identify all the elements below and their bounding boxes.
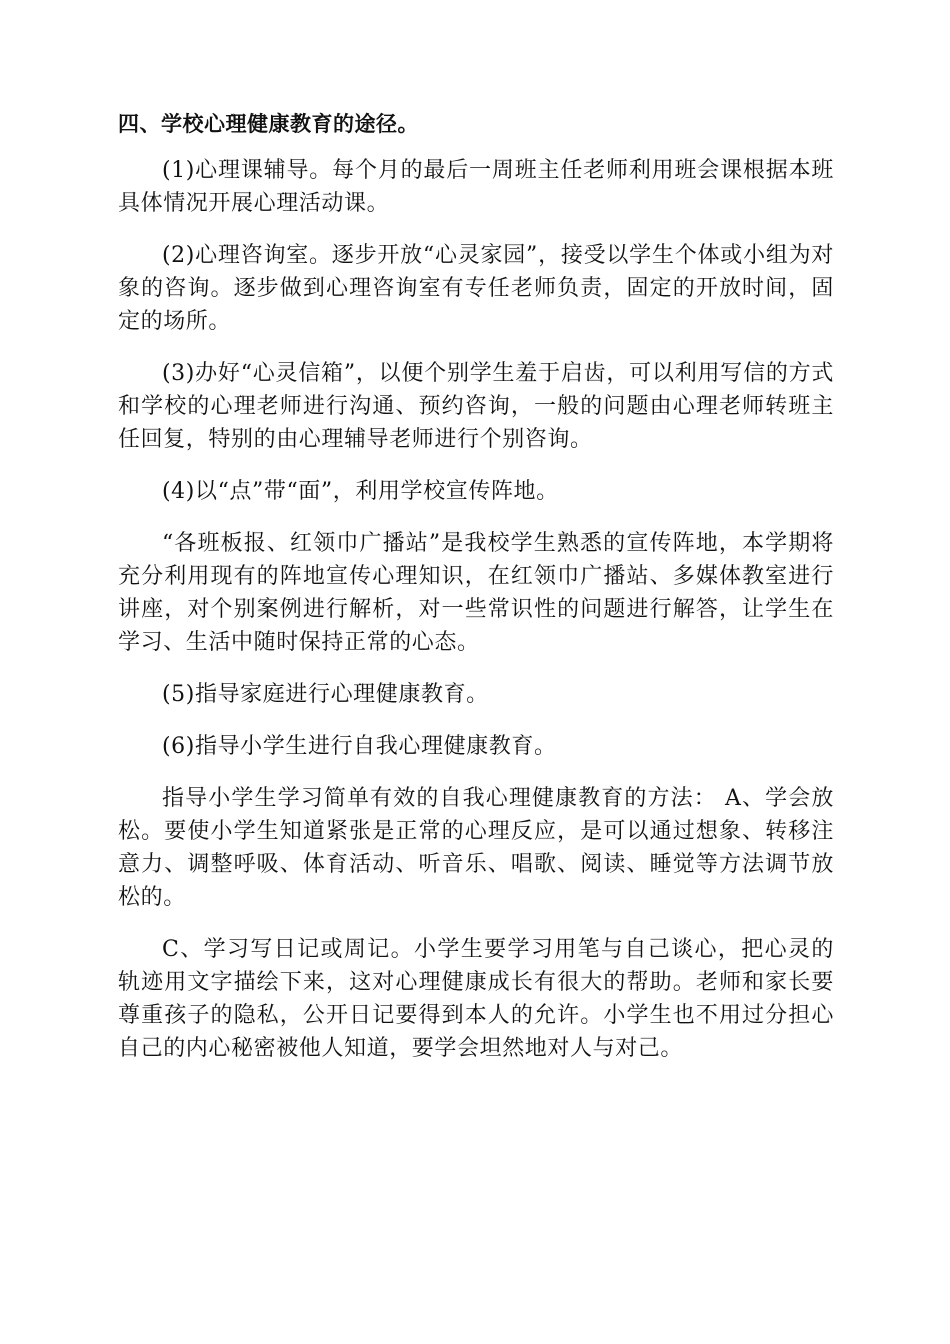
- paragraph-family-guidance: (5)指导家庭进行心理健康教育。: [162, 682, 489, 707]
- paragraph-publicity: (4)以“点”带“面”，利用学校宣传阵地。: [162, 479, 559, 504]
- section-heading: 四、学校心理健康教育的途径。: [118, 112, 419, 136]
- paragraph-relaxation: 指导小学生学习简单有效的自我心理健康教育的方法： A、学会放松。要使小学生知道紧张是正常的心理反应，是可以通过想象、转移注意力、调整呼吸、体育活动、听音乐、唱歌、阅读、睡觉等方法调节放松的。: [118, 786, 834, 910]
- document-page: [118, 108, 834, 1084]
- paragraph-psych-class: (1)心理课辅导。每个月的最后一周班主任老师利用班会课根据本班具体情况开展心理活动课。: [118, 158, 834, 216]
- paragraph-mailbox: (3)办好“心灵信箱”，以便个别学生羞于启齿，可以利用写信的方式和学校的心理老师进行沟通、预约咨询，一般的问题由心理老师转班主任回复，特别的由心理辅导老师进行个别咨询。: [118, 361, 834, 452]
- paragraph-self-education: (6)指导小学生进行自我心理健康教育。: [162, 734, 557, 759]
- paragraph-diary: C、学习写日记或周记。小学生要学习用笔与自己谈心，把心灵的轨迹用文字描绘下来，这对心理健康成长有很大的帮助。老师和家长要尊重孩子的隐私，公开日记要得到本人的允许。小学生也不用过分担心自己的内心秘密被他人知道，要学会坦然地对人与对己。: [118, 937, 834, 1061]
- paragraph-blackboard-radio: “各班板报、红领巾广播站”是我校学生熟悉的宣传阵地，本学期将充分利用现有的阵地宣传心理知识，在红领巾广播站、多媒体教室进行讲座，对个别案例进行解析，对一些常识性的问题进行解答，让学生在学习、生活中随时保持正常的心态。: [118, 531, 834, 655]
- paragraph-counseling-room: (2)心理咨询室。逐步开放“心灵家园”，接受以学生个体或小组为对象的咨询。逐步做到心理咨询室有专任老师负责，固定的开放时间，固定的场所。: [118, 243, 834, 334]
